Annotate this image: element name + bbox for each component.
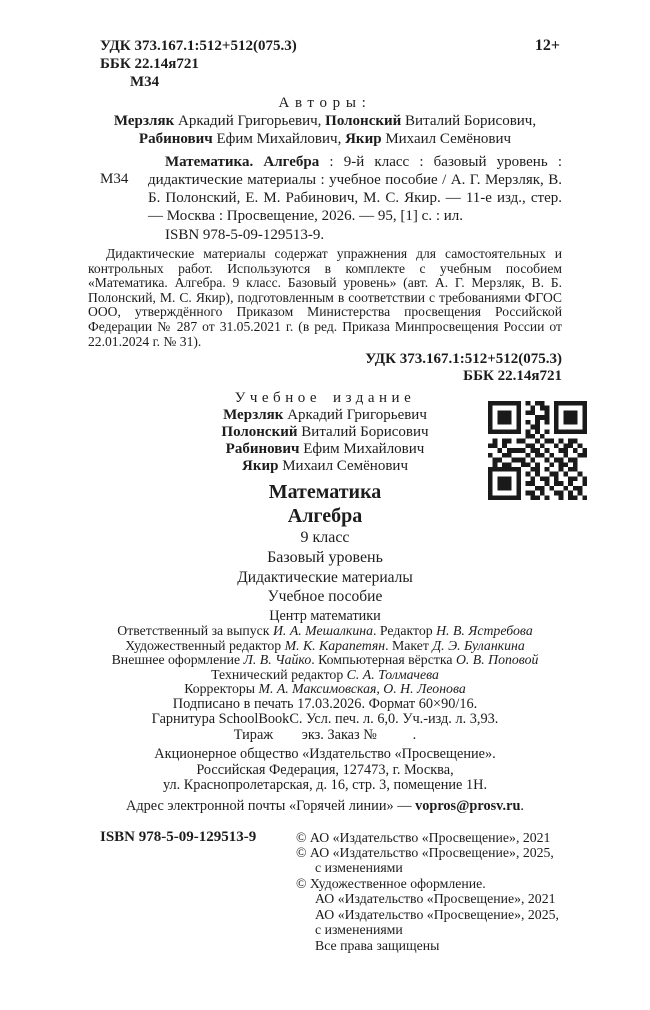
credit-line-1: Ответственный за выпуск И. А. Мешалкина. Редактор Н. В. Ястребова (117, 623, 533, 639)
publisher-street-line: ул. Краснопролетарская, д. 16, стр. 3, помещение 1Н. (162, 777, 488, 794)
credit-line-3: Внешнее оформление Л. В. Чайко. Компьютерная вёрстка О. В. Поповой (111, 652, 539, 668)
copyright-line: Все права защищены (315, 937, 440, 953)
credit-line-5: Корректоры М. А. Максимовская, О. Н. Леонова (184, 681, 466, 697)
classification-block (88, 37, 297, 91)
copyright-line: АО «Издательство «Просвещение», 2021 (315, 891, 556, 907)
authors-line-2: Рабинович Ефим Михайлович, Якир Михаил Семёнович (138, 131, 512, 147)
qr-code (488, 401, 587, 500)
copyright-line: с изменениями (315, 860, 403, 876)
annotation-text: Дидактические материалы содержат упражнения для самостоятельных и контрольных работ. Используются в комплекте с учебным пособием «Математика. Алгебра. 9 класс. Базовый уровень» (авт. А. Г. Мерзляк, В. Б. Полонский, М. С. Якир), подготовленным в соответствии с требованиями ФГОС ООО, утверждённого Приказом Министерства просвещения Российской Федерации № 287 от 31.05.2021 г. (в ред. Приказа Минпросвещения России от 22.01.2024 г. № 31). (88, 246, 562, 349)
edition-author-3: Рабинович Ефим Михайлович (225, 441, 425, 458)
publisher-city-line: Российская Федерация, 127473, г. Москва, (196, 761, 454, 778)
edition-author-2: Полонский Виталий Борисович (221, 424, 429, 441)
udk-number: УДК 373.167.1:512+512(075.3) (100, 38, 297, 54)
authors-line-1: Мерзляк Аркадий Григорьевич, Полонский Виталий Борисович, (113, 113, 537, 129)
copyright-line: © АО «Издательство «Просвещение», 2025, (296, 845, 554, 861)
materials-type-line: Дидактические материалы (237, 569, 413, 587)
credit-line-4: Технический редактор С. А. Толмачева (211, 666, 439, 682)
bbk-number-bottom: ББК 22.14я721 (463, 368, 562, 385)
publication-type-line: Учебное пособие (267, 588, 383, 606)
footer-block (88, 830, 562, 953)
bbk-number: ББК 22.14я721 (100, 56, 199, 72)
isbn-number: ISBN 978-5-09-129513-9. (165, 227, 325, 243)
publisher-name-line: Акционерное общество «Издательство «Просвещение». (154, 746, 496, 763)
book-subtitle: Алгебра (287, 505, 363, 528)
copyright-line: с изменениями (315, 922, 403, 938)
book-title: Математика (268, 481, 382, 504)
level-line: Базовый уровень (267, 549, 383, 567)
edition-author-1: Мерзляк Аркадий Григорьевич (223, 407, 427, 424)
authors-heading: Авторы: (278, 95, 372, 111)
grade-line: 9 класс (300, 529, 350, 547)
bib-author-sign-code: М34 (100, 171, 129, 187)
copyright-block (296, 830, 562, 953)
udk-number-bottom: УДК 373.167.1:512+512(075.3) (365, 351, 562, 368)
credit-line-2: Художественный редактор М. К. Карапетян. Макет Д. Э. Буланкина (125, 637, 525, 653)
copyright-line: © Художественное оформление. (296, 875, 486, 891)
department-line: Центр математики (269, 608, 381, 625)
edition-author-4: Якир Михаил Семёнович (242, 458, 408, 475)
classification-block-bottom (88, 351, 562, 385)
hotline-email-line: Адрес электронной почты «Горячей линии» — vopros@prosv.ru. (126, 797, 524, 814)
isbn-number-footer: ISBN 978-5-09-129513-9 (100, 828, 257, 845)
bibliographic-block (88, 153, 562, 225)
typeface-volume-line: Гарнитура SchoolBookC. Усл. печ. л. 6,0. Уч.-изд. л. 3,93. (151, 711, 499, 728)
copyright-line: АО «Издательство «Просвещение», 2025, (315, 906, 559, 922)
age-mark-badge: 12+ (534, 37, 560, 54)
copyright-line: © АО «Издательство «Просвещение», 2021 (296, 829, 551, 845)
top-meta-row (88, 37, 562, 91)
edition-type-heading: Учебное издание (234, 390, 416, 407)
print-run-line: Тираж экз. Заказ № . (233, 726, 417, 743)
bibliographic-entry: Математика. Алгебра : 9-й класс : базовый уровень : дидактические материалы : учебное пособие / А. Г. Мерзляк, В. Б. Полонский, Е. М. Рабинович, М. С. Якир. — 11-е изд., стер. — Москва : Просвещение, 2026. — 95, [1] с. : ил. (148, 154, 563, 224)
print-date-format-line: Подписано в печать 17.03.2026. Формат 60×90/16. (172, 695, 478, 712)
author-sign-code: М34 (130, 74, 160, 90)
